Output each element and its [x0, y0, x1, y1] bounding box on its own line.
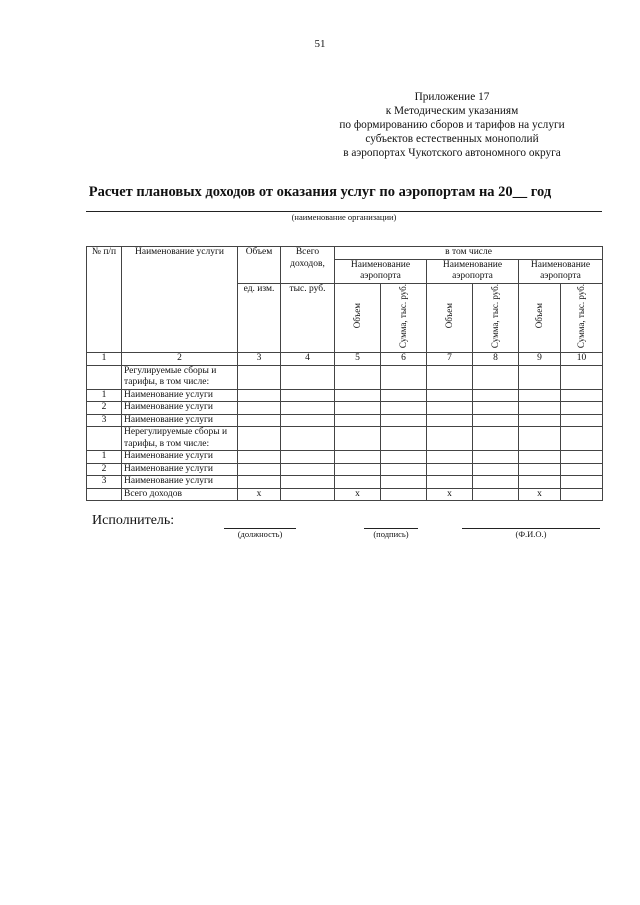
- table-row: [87, 427, 603, 451]
- row-cell: х: [335, 488, 381, 501]
- row-cell: [238, 476, 281, 489]
- appendix-line: к Методическим указаниям: [385, 105, 519, 117]
- table-row: [87, 476, 603, 489]
- row-cell: [281, 476, 335, 489]
- row-cell: [473, 476, 519, 489]
- table-row: [87, 365, 603, 389]
- row-service-name: Наименование услуги: [122, 389, 238, 402]
- row-service-name: Наименование услуги: [122, 463, 238, 476]
- col-number: 4: [281, 353, 335, 366]
- row-cell: [427, 402, 473, 415]
- row-num: 3: [87, 476, 122, 489]
- row-cell: [473, 427, 519, 451]
- table-body: [87, 365, 603, 501]
- col-number: 1: [87, 353, 122, 366]
- appendix-line: по формированию сборов и тарифов на услуги: [339, 119, 565, 131]
- position-caption: (должность): [237, 529, 283, 539]
- row-cell: [427, 427, 473, 451]
- header-sum-2: Сумма, тыс. руб.: [473, 283, 519, 353]
- row-cell: [381, 451, 427, 464]
- row-cell: [335, 365, 381, 389]
- row-cell: [519, 402, 561, 415]
- row-cell: [335, 414, 381, 427]
- appendix-line: в аэропортах Чукотского автономного округа: [343, 147, 561, 159]
- row-cell: [473, 402, 519, 415]
- row-cell: [281, 389, 335, 402]
- row-num: [87, 365, 122, 389]
- header-num: № п/п: [87, 247, 122, 353]
- row-cell: [561, 451, 603, 464]
- row-service-name: Наименование услуги: [122, 402, 238, 415]
- row-cell: [381, 427, 427, 451]
- row-cell: [281, 488, 335, 501]
- row-cell: [238, 427, 281, 451]
- header-row: [87, 247, 603, 260]
- row-cell: х: [238, 488, 281, 501]
- col-number: 9: [519, 353, 561, 366]
- header-airport-1: Наименование аэропорта: [335, 259, 427, 283]
- table-row: [87, 488, 603, 501]
- row-cell: [381, 414, 427, 427]
- row-cell: х: [519, 488, 561, 501]
- document-title: Расчет плановых доходов от оказания услуг по аэропортам на 20__ год: [88, 184, 552, 200]
- row-service-name: Нерегулируемые сборы и тарифы, в том числе:: [122, 427, 238, 451]
- row-cell: [561, 402, 603, 415]
- col-number: 6: [381, 353, 427, 366]
- row-cell: [281, 427, 335, 451]
- header-sum-1: Сумма, тыс. руб.: [381, 283, 427, 353]
- row-cell: [427, 476, 473, 489]
- row-cell: [561, 476, 603, 489]
- row-service-name: Наименование услуги: [122, 476, 238, 489]
- row-cell: [561, 463, 603, 476]
- col-number: 8: [473, 353, 519, 366]
- row-num: 2: [87, 463, 122, 476]
- table-row: [87, 414, 603, 427]
- col-number: 10: [561, 353, 603, 366]
- row-cell: [561, 365, 603, 389]
- row-cell: [519, 365, 561, 389]
- header-volume: Объем: [238, 247, 281, 284]
- row-cell: х: [427, 488, 473, 501]
- table-row: [87, 402, 603, 415]
- row-cell: [561, 389, 603, 402]
- header-unit: ед. изм.: [238, 283, 281, 353]
- row-cell: [519, 451, 561, 464]
- row-service-name: Наименование услуги: [122, 451, 238, 464]
- header-vol-2: Объем: [427, 283, 473, 353]
- row-cell: [281, 365, 335, 389]
- table-row: [87, 451, 603, 464]
- row-num: 1: [87, 389, 122, 402]
- row-cell: [519, 414, 561, 427]
- appendix-line: Приложение 17: [414, 91, 490, 103]
- header-total: Всего доходов,: [281, 247, 335, 284]
- row-cell: [427, 414, 473, 427]
- row-cell: [381, 476, 427, 489]
- column-number-row: [87, 353, 603, 366]
- row-cell: [473, 488, 519, 501]
- row-cell: [427, 451, 473, 464]
- row-cell: [381, 463, 427, 476]
- row-num: 1: [87, 451, 122, 464]
- executor-label: Исполнитель:: [92, 513, 175, 528]
- row-cell: [238, 365, 281, 389]
- row-cell: [335, 451, 381, 464]
- table-row: [87, 463, 603, 476]
- row-num: 2: [87, 402, 122, 415]
- row-cell: [519, 389, 561, 402]
- col-number: 3: [238, 353, 281, 366]
- row-cell: [381, 365, 427, 389]
- col-number: 5: [335, 353, 381, 366]
- row-cell: [561, 488, 603, 501]
- organization-caption: (наименование организации): [291, 212, 397, 222]
- row-service-name: Всего доходов: [122, 488, 238, 501]
- row-cell: [381, 488, 427, 501]
- row-cell: [281, 463, 335, 476]
- row-cell: [281, 451, 335, 464]
- appendix-line: субъектов естественных монополий: [365, 133, 539, 145]
- fio-caption: (Ф.И.О.): [515, 529, 547, 539]
- row-cell: [281, 402, 335, 415]
- row-cell: [473, 389, 519, 402]
- signature-caption: (подпись): [373, 529, 409, 539]
- row-num: [87, 488, 122, 501]
- row-cell: [519, 427, 561, 451]
- header-including: в том числе: [335, 247, 603, 260]
- row-cell: [561, 414, 603, 427]
- row-cell: [238, 414, 281, 427]
- header-vol-3: Объем: [519, 283, 561, 353]
- header-service: Наименование услуги: [122, 247, 238, 353]
- row-service-name: Наименование услуги: [122, 414, 238, 427]
- header-airport-2: Наименование аэропорта: [427, 259, 519, 283]
- header-thousand-rub: тыс. руб.: [281, 283, 335, 353]
- row-cell: [473, 451, 519, 464]
- row-cell: [381, 389, 427, 402]
- appendix-block: [312, 90, 592, 160]
- row-cell: [473, 414, 519, 427]
- row-cell: [427, 389, 473, 402]
- row-cell: [335, 402, 381, 415]
- row-cell: [335, 463, 381, 476]
- row-cell: [519, 476, 561, 489]
- row-cell: [473, 365, 519, 389]
- col-number: 2: [122, 353, 238, 366]
- row-cell: [238, 402, 281, 415]
- row-cell: [381, 402, 427, 415]
- header-sum-3: Сумма, тыс. руб.: [561, 283, 603, 353]
- row-cell: [561, 427, 603, 451]
- row-cell: [281, 414, 335, 427]
- row-num: [87, 427, 122, 451]
- header-vol-1: Объем: [335, 283, 381, 353]
- revenue-table: [86, 246, 603, 501]
- row-cell: [335, 389, 381, 402]
- table-row: [87, 389, 603, 402]
- header-airport-3: Наименование аэропорта: [519, 259, 603, 283]
- row-cell: [427, 463, 473, 476]
- row-cell: [427, 365, 473, 389]
- page-number: 51: [314, 38, 326, 50]
- row-cell: [238, 463, 281, 476]
- row-cell: [238, 389, 281, 402]
- row-cell: [238, 451, 281, 464]
- col-number: 7: [427, 353, 473, 366]
- row-cell: [335, 427, 381, 451]
- row-cell: [473, 463, 519, 476]
- row-service-name: Регулируемые сборы и тарифы, в том числе:: [122, 365, 238, 389]
- row-cell: [519, 463, 561, 476]
- row-num: 3: [87, 414, 122, 427]
- row-cell: [335, 476, 381, 489]
